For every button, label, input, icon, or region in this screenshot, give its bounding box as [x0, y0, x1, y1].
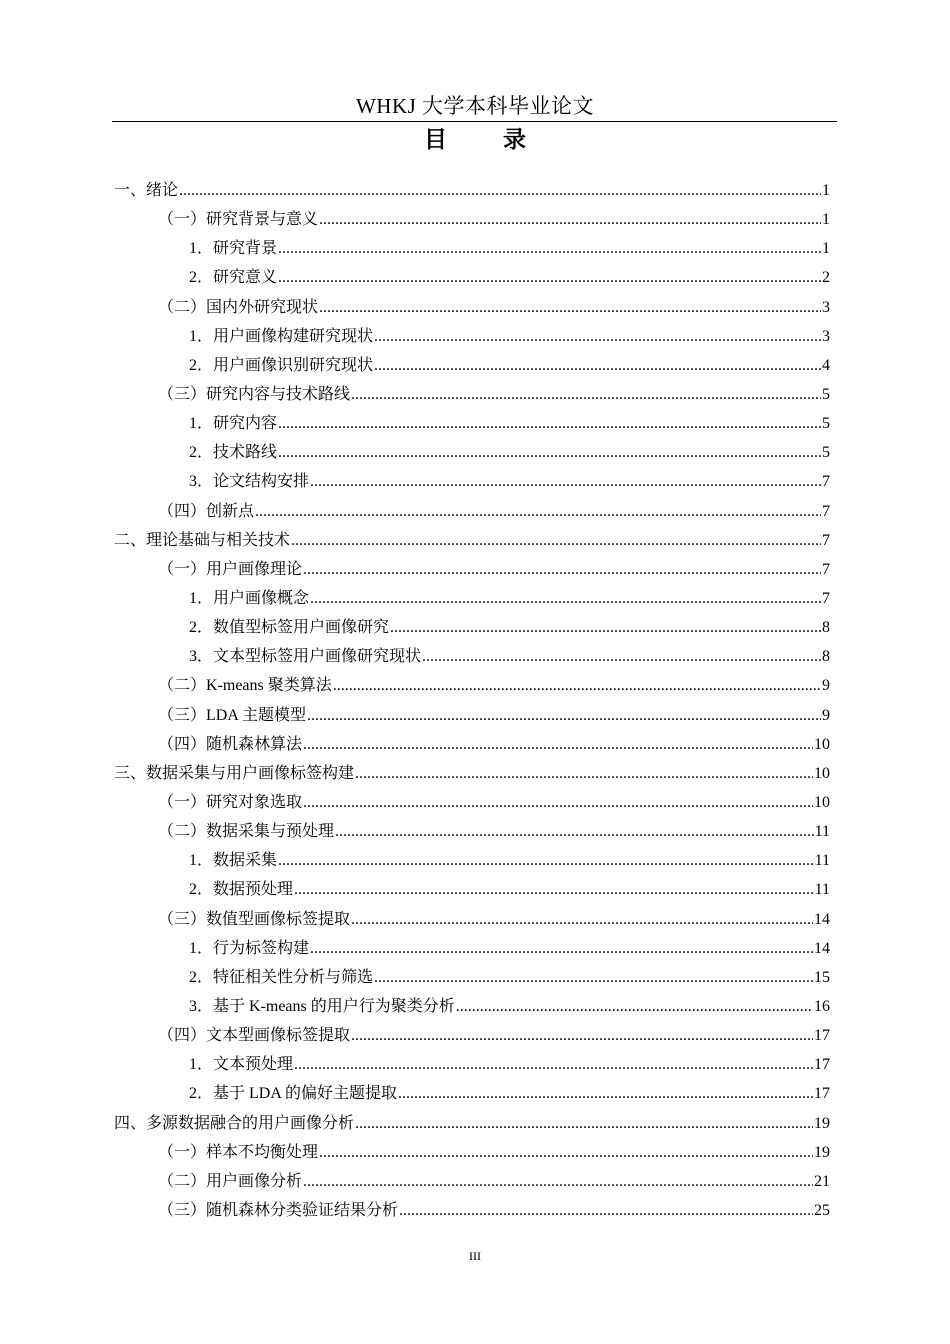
dot-leader: [291, 526, 821, 555]
toc-entry-label: 2．数值型标签用户画像研究: [189, 619, 390, 637]
dot-leader: [319, 205, 821, 234]
toc-entry[interactable]: [114, 701, 830, 730]
toc-entry-label: （二）用户画像分析: [158, 1172, 303, 1190]
dot-leader: [310, 467, 821, 496]
toc-entry-page: 7: [822, 589, 830, 607]
toc-entry[interactable]: [114, 1138, 830, 1167]
toc-entry-page: 15: [814, 968, 830, 986]
toc-entry-label: 3．文本型标签用户画像研究现状: [189, 648, 422, 666]
dot-leader: [278, 846, 814, 875]
dot-leader: [351, 380, 821, 409]
toc-entry-label: 3．论文结构安排: [189, 473, 310, 491]
toc-entry-page: 21: [814, 1172, 830, 1190]
dot-leader: [307, 701, 821, 730]
dot-leader: [335, 817, 814, 846]
dot-leader: [351, 1021, 813, 1050]
toc-entry-label: （三）研究内容与技术路线: [158, 385, 351, 403]
toc-entry-page: 17: [814, 1085, 830, 1103]
toc-entry-label: 2．特征相关性分析与筛选: [189, 968, 374, 986]
toc-entry-label: 2．技术路线: [189, 444, 278, 462]
toc-entry[interactable]: [114, 322, 830, 351]
toc-entry[interactable]: [114, 1021, 830, 1050]
toc-entry-label: 2．用户画像识别研究现状: [189, 356, 374, 374]
toc-entry-page: 7: [822, 473, 830, 491]
dot-leader: [351, 905, 813, 934]
toc-entry-page: 7: [822, 560, 830, 578]
toc-entry-page: 11: [814, 823, 830, 841]
toc-entry[interactable]: [114, 613, 830, 642]
dot-leader: [255, 497, 821, 526]
dot-leader: [303, 730, 813, 759]
toc-entry-page: 10: [814, 793, 830, 811]
toc-entry-page: 14: [814, 939, 830, 957]
toc-entry-label: （三）随机森林分类验证结果分析: [158, 1201, 399, 1219]
toc-entry[interactable]: [114, 205, 830, 234]
running-header-title: WHKJ 大学本科毕业论文: [355, 94, 595, 118]
toc-entry-label: 2．基于 LDA 的偏好主题提取: [189, 1085, 398, 1103]
toc-entry-page: 1: [822, 182, 830, 199]
toc-entry[interactable]: [114, 293, 830, 322]
toc-entry-page: 19: [814, 1143, 830, 1161]
toc-entry[interactable]: [114, 176, 830, 205]
dot-leader: [422, 642, 821, 671]
toc-entry-page: 10: [814, 735, 830, 753]
dot-leader: [303, 555, 821, 584]
toc-entry[interactable]: [114, 584, 830, 613]
dot-leader: [456, 992, 813, 1021]
toc-entry-page: 16: [814, 997, 830, 1015]
toc-entry[interactable]: [114, 1196, 830, 1225]
toc-entry[interactable]: [114, 992, 830, 1021]
dot-leader: [310, 934, 813, 963]
dot-leader: [303, 1167, 813, 1196]
toc-entry-page: 17: [814, 1056, 830, 1074]
toc-entry-label: （一）研究对象选取: [158, 793, 303, 811]
table-of-contents: [114, 176, 830, 1225]
toc-entry[interactable]: [114, 788, 830, 817]
dot-leader: [355, 759, 813, 788]
toc-entry-page: 9: [822, 706, 830, 724]
toc-entry-page: 5: [822, 385, 830, 403]
toc-entry-label: （四）创新点: [158, 502, 255, 520]
toc-entry-page: 14: [814, 910, 830, 928]
toc-entry-page: 19: [814, 1114, 830, 1132]
dot-leader: [310, 584, 821, 613]
toc-entry-label: 二、理论基础与相关技术: [114, 531, 291, 549]
toc-entry-label: （一）用户画像理论: [158, 560, 303, 578]
toc-entry[interactable]: [114, 555, 830, 584]
header-rule: [112, 121, 837, 122]
dot-leader: [374, 351, 821, 380]
toc-entry-label: （一）研究背景与意义: [158, 211, 319, 229]
toc-entry-label: （三）数值型画像标签提取: [158, 910, 351, 928]
toc-entry[interactable]: [114, 263, 830, 292]
toc-entry[interactable]: [114, 526, 830, 555]
toc-entry-page: 8: [822, 648, 830, 666]
toc-entry[interactable]: [114, 759, 830, 788]
toc-entry[interactable]: [114, 1050, 830, 1079]
toc-entry-page: 17: [814, 1027, 830, 1045]
toc-entry-label: （四）随机森林算法: [158, 735, 303, 753]
dot-leader: [399, 1196, 813, 1225]
toc-entry-label: （三）LDA 主题模型: [158, 706, 307, 724]
dot-leader: [398, 1079, 813, 1108]
toc-entry[interactable]: [114, 875, 830, 904]
toc-entry-page: 8: [822, 619, 830, 637]
toc-entry-label: 一、绪论: [114, 182, 179, 199]
toc-entry[interactable]: [114, 905, 830, 934]
dot-leader: [278, 234, 821, 263]
toc-entry-page: 25: [814, 1201, 830, 1219]
dot-leader: [294, 1050, 813, 1079]
toc-entry-page: 9: [822, 677, 830, 695]
toc-entry[interactable]: [114, 234, 830, 263]
toc-entry[interactable]: [114, 409, 830, 438]
toc-heading: 目 录: [423, 127, 550, 153]
toc-entry-page: 1: [822, 240, 830, 258]
dot-leader: [355, 1109, 813, 1138]
toc-entry-page: 11: [814, 852, 830, 870]
toc-entry[interactable]: [114, 817, 830, 846]
toc-entry-label: 2．数据预处理: [189, 881, 294, 899]
toc-entry[interactable]: [114, 438, 830, 467]
dot-leader: [278, 438, 821, 467]
toc-entry-label: 1．研究内容: [189, 415, 278, 433]
dot-leader: [374, 963, 813, 992]
toc-entry-page: 5: [822, 444, 830, 462]
dot-leader: [303, 788, 813, 817]
toc-entry-page: 5: [822, 415, 830, 433]
toc-entry-page: 10: [814, 764, 830, 782]
toc-entry[interactable]: [114, 642, 830, 671]
toc-entry[interactable]: [114, 730, 830, 759]
toc-entry[interactable]: [114, 1109, 830, 1138]
dot-leader: [319, 293, 821, 322]
toc-entry-label: 1．用户画像构建研究现状: [189, 327, 374, 345]
toc-entry-page: 1: [822, 211, 830, 229]
toc-entry-label: （二）国内外研究现状: [158, 298, 319, 316]
toc-entry-page: 4: [822, 356, 830, 374]
toc-entry[interactable]: [114, 467, 830, 496]
toc-entry-page: 2: [822, 269, 830, 287]
toc-entry-label: 1．行为标签构建: [189, 939, 310, 957]
toc-entry-label: （一）样本不均衡处理: [158, 1143, 319, 1161]
toc-entry[interactable]: [114, 963, 830, 992]
toc-entry[interactable]: [114, 1167, 830, 1196]
toc-entry-label: （二）数据采集与预处理: [158, 823, 335, 841]
toc-entry[interactable]: [114, 380, 830, 409]
page-number: III: [469, 1249, 481, 1263]
dot-leader: [278, 263, 821, 292]
toc-entry[interactable]: [114, 671, 830, 700]
toc-entry[interactable]: [114, 934, 830, 963]
toc-entry-label: 三、数据采集与用户画像标签构建: [114, 764, 355, 782]
toc-entry-label: 四、多源数据融合的用户画像分析: [114, 1114, 355, 1132]
toc-entry-label: （四）文本型画像标签提取: [158, 1027, 351, 1045]
dot-leader: [319, 1138, 813, 1167]
toc-entry-page: 11: [814, 881, 830, 899]
dot-leader: [374, 322, 821, 351]
toc-entry[interactable]: [114, 351, 830, 380]
toc-entry-page: 7: [822, 531, 830, 549]
toc-entry[interactable]: [114, 846, 830, 875]
toc-entry-label: 1．研究背景: [189, 240, 278, 258]
toc-entry[interactable]: [114, 497, 830, 526]
toc-entry-page: 7: [822, 502, 830, 520]
dot-leader: [278, 409, 821, 438]
dot-leader: [333, 671, 821, 700]
toc-entry-label: 2．研究意义: [189, 269, 278, 287]
toc-entry-label: 1．文本预处理: [189, 1056, 294, 1074]
toc-entry-label: （二）K-means 聚类算法: [158, 677, 332, 695]
dot-leader: [390, 613, 821, 642]
dot-leader: [294, 875, 814, 904]
toc-entry-label: 1．数据采集: [189, 852, 278, 870]
toc-entry-page: 3: [822, 298, 830, 316]
toc-entry-label: 1．用户画像概念: [189, 589, 310, 607]
toc-entry-label: 3．基于 K-means 的用户行为聚类分析: [189, 997, 455, 1015]
dot-leader: [179, 176, 821, 205]
toc-entry[interactable]: [114, 1079, 830, 1108]
toc-entry-page: 3: [822, 327, 830, 345]
